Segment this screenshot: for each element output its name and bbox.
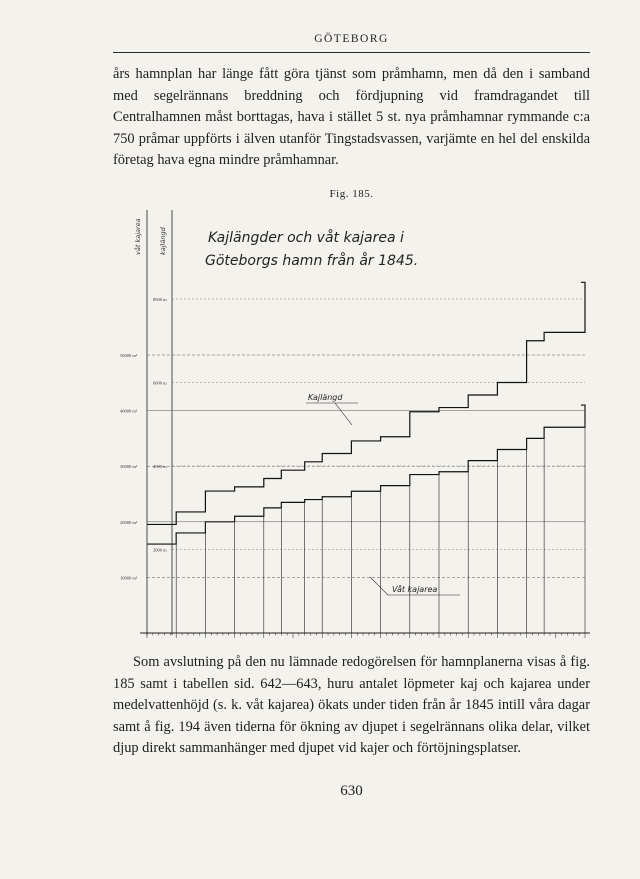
tick-label-area: 50000 m² [120, 353, 138, 358]
running-header: GÖTEBORG [314, 33, 389, 45]
tick-label-length: 4000 m [153, 464, 167, 469]
figure-title-line1: Kajlängder och våt kajarea i [208, 230, 404, 246]
header-rule [113, 52, 590, 53]
figure-title-line2: Göteborgs hamn från år 1845. [205, 253, 419, 269]
figure-caption: Fig. 185. [329, 188, 374, 200]
intro-paragraph: års hamnplan har länge fått göra tjänst som pråmhamn, men då den i samband med segelrännans breddning och fördjupning vid framdragandet till Centralhamnen måst borttagas, hava i stället 5 st. nya pråmhamnar rymmande c:a 750 pråmar uppförts i älven utanför Tingstadsvassen, varjämte en hel del enskilda företag hava egna mindre pråmhamnar. [113, 66, 590, 168]
kajlangd-label: Kajlängd [308, 393, 343, 402]
series-group [147, 282, 585, 633]
axis-ticks [120, 297, 585, 638]
tick-label-length: 2000 m [153, 547, 167, 553]
tick-label-area: 40000 m² [120, 408, 138, 414]
tick-label-area: 20000 m² [120, 519, 138, 525]
tick-label-area: 10000 m² [120, 575, 138, 581]
kajlangd-leader [335, 403, 352, 425]
vat-kajarea-label: Våt kajarea [392, 585, 438, 594]
series-vat-kajarea [147, 405, 585, 544]
tick-label-length: 6000 m [153, 380, 167, 386]
right-axis-caption: kajlängd [159, 227, 167, 255]
figure-185 [120, 205, 595, 650]
step-chart [120, 205, 595, 645]
vat-kajarea-leader [370, 577, 388, 595]
page-number: 630 [340, 783, 363, 799]
tick-label-area: 30000 m² [120, 464, 138, 470]
left-axis-caption: våt kajarea [134, 218, 142, 255]
closing-paragraph: Som avslutning på den nu lämnade redogörelsen för hamnplanerna visas å fig. 185 samt i tabellen sid. 642—643, huru antalet löpmeter kaj och kajarea under medelvattenhöjd (s. k. våt kajarea) ökats under tiden från år 1845 intill våra dagar samt å fig. 194 även tiderna för ökning av djupet i segelrännans olika delar, vilket djup direkt sammanhänger med djupet vid kajer och förtöjningsplatser. [113, 654, 590, 756]
tick-label-length: 8000 m [153, 297, 167, 302]
series-kajlangd [147, 282, 585, 524]
